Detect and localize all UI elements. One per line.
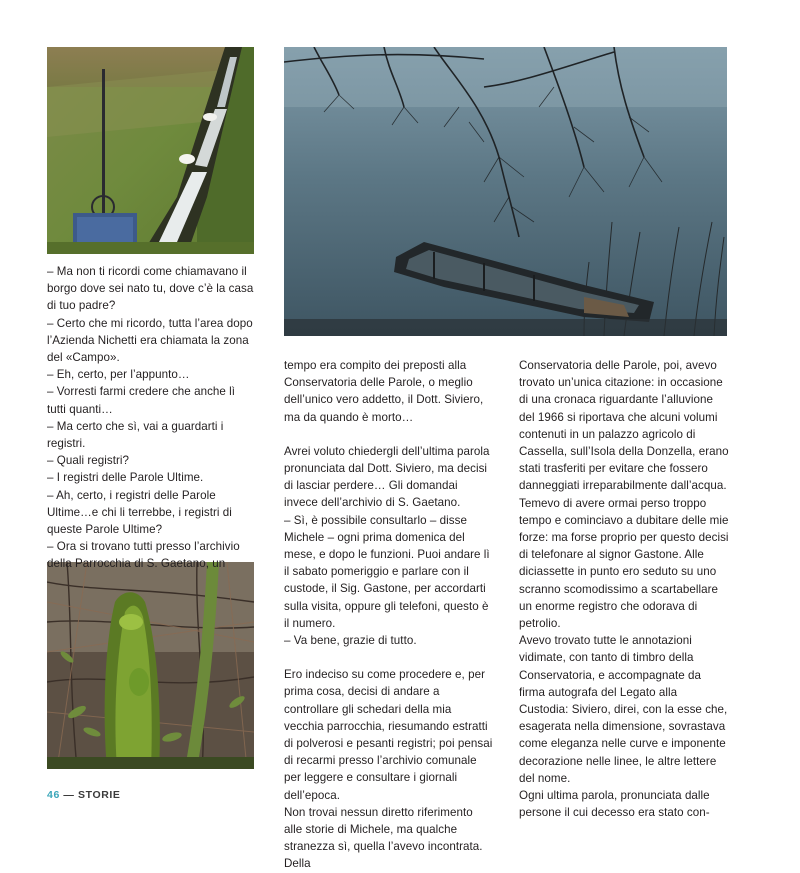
canal-illustration (47, 47, 254, 254)
canal-photo (47, 47, 254, 254)
paragraph: – Sì, è possibile consultarlo – disse Michele – ogni prima domenica del mese, e dopo le funzioni. Puoi andare lì il sabato pomeriggio e parlare con il custode, il Sig. Gastone, per accordarti sulla visita, oppure gli telefoni, questo è il numero. (284, 513, 490, 630)
paragraph: Temevo di avere ormai perso troppo tempo e cominciavo a dubitare delle mie forze: ma forse proprio per questo decisi di telefonare al signor Gastone. Alle diciassette in punto ero seduto su uno scranno scomodissimo a scartabellare un enorme registro che odorava di petrolio. (519, 496, 729, 631)
section-name: STORIE (78, 789, 121, 801)
paragraph: – Ora si trovano tutti presso l’archivio della Parrocchia di S. Gaetano, un (47, 540, 240, 571)
mossy-stump-photo (47, 562, 254, 769)
paragraph: – Va bene, grazie di tutto. (284, 634, 417, 648)
paragraph: – Ma certo che sì, vai a guardarti i registri. (47, 419, 224, 451)
paragraph: – I registri delle Parole Ultime. (47, 471, 204, 485)
paragraph: tempo era compito dei preposti alla Conservatoria delle Parole, o meglio dell’unico vero addetto, il Dott. Siviero, ma da quando è morto… (284, 359, 484, 424)
paragraph: Non trovai nessun diretto riferimento alle storie di Michele, ma qualche stranezza sì, quella l’avevo incontrata. Della (284, 805, 483, 871)
lake-illustration (284, 47, 727, 336)
lake-boat-photo (284, 47, 727, 336)
footer-separator: — (59, 789, 79, 801)
text-column-1 (47, 263, 257, 573)
text-column-3 (519, 357, 729, 821)
paragraph: – Ma non ti ricordi come chiamavano il borgo dove sei nato tu, dove c’è la casa di tuo padre? (47, 265, 254, 313)
paragraph: – Ah, certo, i registri delle Parole Ultime…e chi li terrebbe, i registri di queste Parole Ultime? (47, 488, 232, 537)
paragraph: Conservatoria delle Parole, poi, avevo trovato un’unica citazione: in occasione di una cronaca riguardante l’alluvione del 1966 si riportava che alcuni volumi contenuti in un palazzo agricolo di Cassella, sull’Isola della Donzella, erano stati trasferiti per evitare che fossero danneggiati irreparabilmente dall’acqua. (519, 359, 729, 493)
paragraph: Avevo trovato tutte le annotazioni vidimate, con tanto di timbro della Conservatoria, e accompagnate da firma autografa del Legato alla Custodia: Siviero, direi, con la esse che, esagerata nella dimensione, sovrastava come eleganza nelle curve e imponente decorazione nelle linee, le altre lettere del nome. (519, 634, 728, 785)
paragraph: – Quali registri? (47, 454, 130, 468)
paragraph: – Certo che mi ricordo, tutta l’area dopo l’Azienda Nichetti era chiamata la zona del «Campo». (47, 316, 253, 365)
text-column-2 (284, 357, 494, 873)
page-footer (47, 789, 121, 801)
moss-illustration (47, 562, 254, 769)
paragraph: Avrei voluto chiedergli dell’ultima parola pronunciata dal Dott. Siviero, ma decisi di lasciar perdere… Gli domandai invece dell’archivio di S. Gaetano. (284, 444, 490, 510)
paragraph: – Vorresti farmi credere che anche lì tutti quanti… (47, 385, 236, 416)
paragraph: – Eh, certo, per l’appunto… (47, 368, 190, 382)
page-number: 46 (47, 789, 60, 801)
paragraph: Ogni ultima parola, pronunciata dalle persone il cui decesso era stato con- (519, 789, 710, 820)
paragraph: Ero indeciso su come procedere e, per prima cosa, decisi di andare a controllare gli schedari della mia vecchia parrocchia, riesumando estratti di polverosi e pesanti registri; poi pensai di recarmi presso l’archivio comunale per leggere e consultare i giornali dell’epoca. (284, 668, 493, 802)
